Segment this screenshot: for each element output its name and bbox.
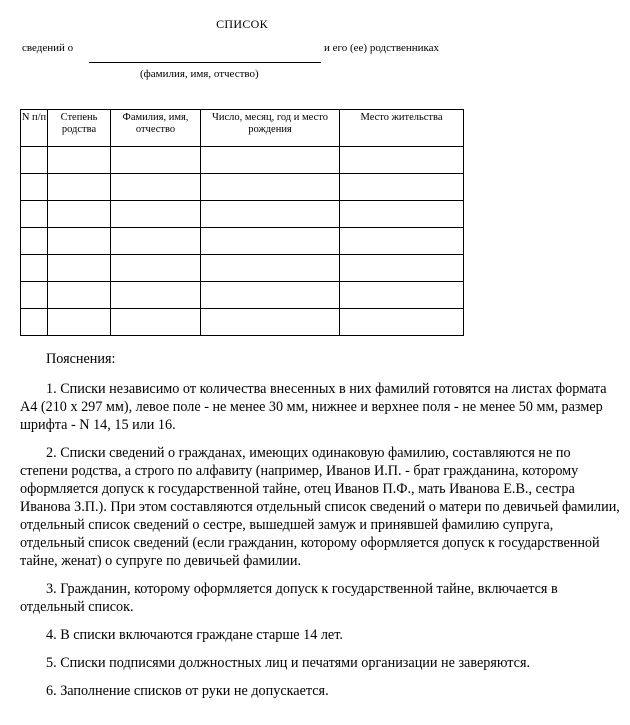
note-item-5: 5. Списки подписями должностных лиц и печатями организации не заверяются.	[46, 655, 531, 671]
table-cell	[48, 147, 111, 174]
table-row	[21, 201, 464, 228]
column-header-residence: Место жительства	[340, 110, 464, 147]
note-item-4: 4. В списки включаются граждане старше 14 лет.	[46, 627, 343, 643]
column-header-birth: Число, месяц, год и место рождения	[201, 110, 340, 147]
table-cell	[48, 228, 111, 255]
table-cell	[201, 255, 340, 282]
table-cell	[201, 228, 340, 255]
table-row	[21, 147, 464, 174]
table-cell	[21, 282, 48, 309]
table-cell	[48, 309, 111, 336]
info-label: сведений о	[22, 42, 74, 54]
table-cell	[48, 201, 111, 228]
note-item-1: 1. Списки независимо от количества внесенных в них фамилий готовятся на листах формата А4 (210 х 297 мм), левое поле - не менее 30 мм, нижнее и верхнее поля - не менее 50 мм, размер шрифта - N 14, 15 или 16.	[20, 381, 607, 433]
table-row	[21, 255, 464, 282]
table-cell	[201, 174, 340, 201]
table-cell	[21, 228, 48, 255]
explanations-heading: Пояснения:	[46, 351, 116, 367]
table-cell	[111, 309, 201, 336]
table-header-row	[21, 110, 464, 147]
table-cell	[21, 309, 48, 336]
table-cell	[21, 255, 48, 282]
table-cell	[111, 255, 201, 282]
table-row	[21, 228, 464, 255]
column-header-relation: Степень родства	[48, 110, 111, 147]
table-cell	[21, 147, 48, 174]
table-row	[21, 309, 464, 336]
table-cell	[21, 174, 48, 201]
table-cell	[111, 174, 201, 201]
table-cell	[111, 282, 201, 309]
note-item-6: 6. Заполнение списков от руки не допускается.	[46, 683, 329, 699]
form-title: СПИСОК	[216, 17, 268, 31]
table-cell	[340, 147, 464, 174]
note-item-2: 2. Списки сведений о гражданах, имеющих одинаковую фамилию, составляются не по степени родства, а строго по алфавиту (например, Иванов И.П. - брат гражданина, которому оформляется допуск к государственной тайне, отец Иванов П.Ф., мать Иванова Е.В., сестра Иванова З.П.). При этом составляются отдельный список сведений о матери по девичьей фамилии, отдельный список сведений о сестре, вышедшей замуж и принявшей фамилию супруга, отдельный список сведений (если гражданин, которому оформляется допуск к государственной тайне, женат) о супруге по девичьей фамилии.	[20, 445, 620, 569]
name-field-caption: (фамилия, имя, отчество)	[140, 68, 259, 80]
table-cell	[201, 147, 340, 174]
explanations-section	[20, 350, 620, 710]
column-header-full-name: Фамилия, имя, отчество	[111, 110, 201, 147]
relatives-table	[20, 109, 464, 336]
table-cell	[48, 174, 111, 201]
table-cell	[340, 255, 464, 282]
name-blank-line	[89, 62, 321, 63]
table-cell	[111, 228, 201, 255]
info-suffix: и его (ее) родственниках	[324, 42, 440, 54]
table-cell	[48, 282, 111, 309]
table-cell	[340, 201, 464, 228]
table-cell	[340, 309, 464, 336]
table-cell	[201, 201, 340, 228]
table-cell	[201, 309, 340, 336]
table-cell	[201, 282, 340, 309]
note-item-3: 3. Гражданин, которому оформляется допуск к государственной тайне, включается в отдельный список.	[20, 581, 558, 615]
table-row	[21, 282, 464, 309]
table-cell	[48, 255, 111, 282]
table-cell	[111, 201, 201, 228]
table-cell	[340, 282, 464, 309]
table-cell	[340, 228, 464, 255]
column-header-number: N п/п	[21, 110, 48, 147]
table-cell	[21, 201, 48, 228]
table-cell	[111, 147, 201, 174]
table-row	[21, 174, 464, 201]
table-cell	[340, 174, 464, 201]
